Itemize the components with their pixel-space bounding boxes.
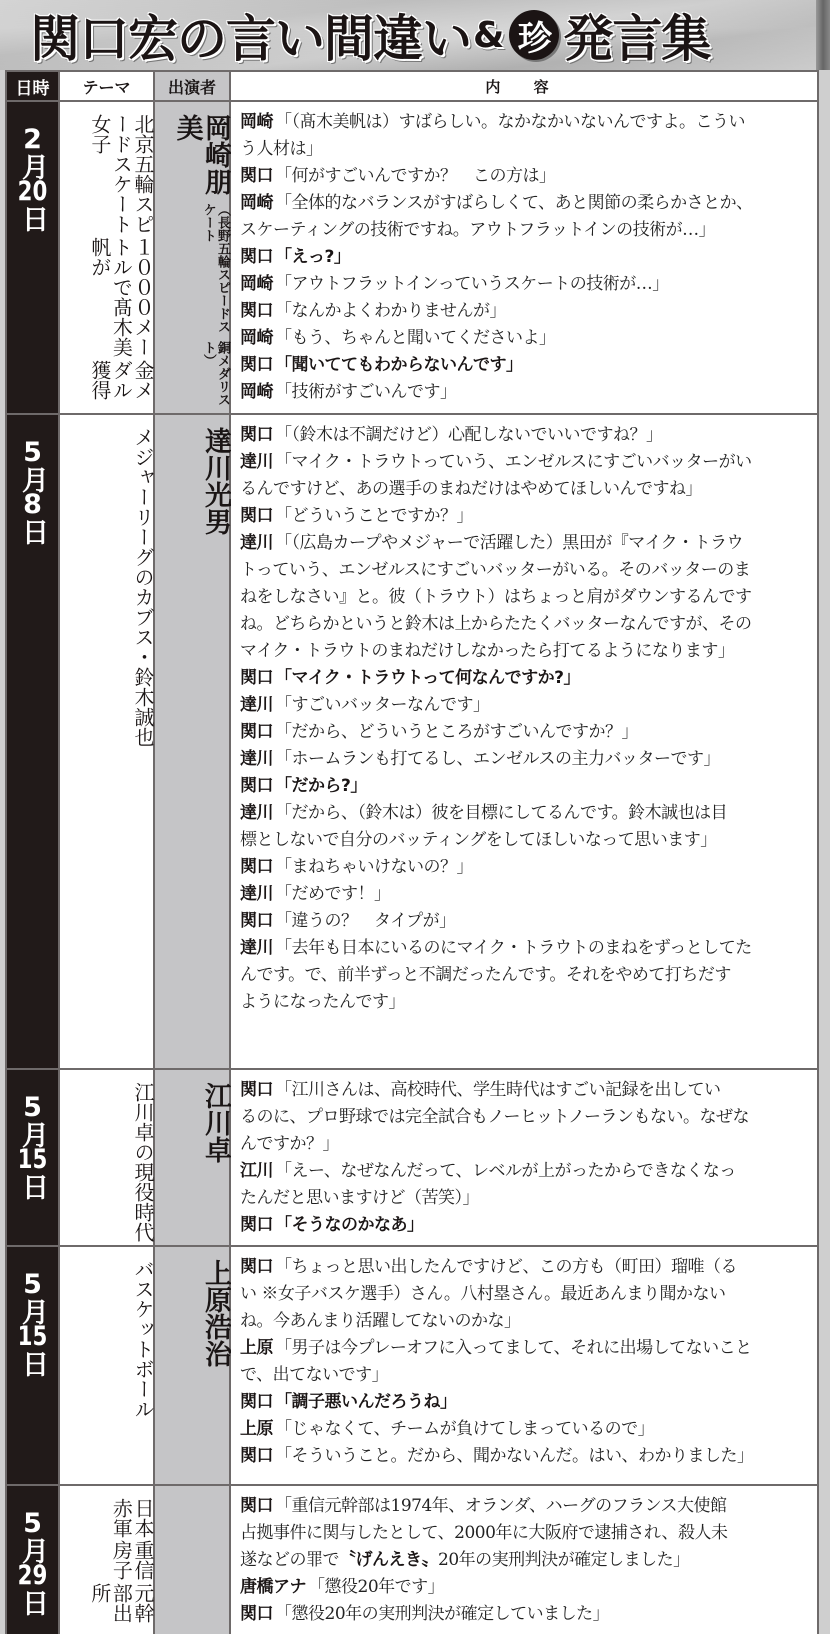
content-cell: [231, 1486, 817, 1634]
dialogue-line: [240, 1212, 811, 1239]
title-suffix: 発言集: [563, 10, 711, 68]
dialogue-line: [240, 638, 811, 665]
utterance: 「そういうこと。だから、聞かないんだ。はい、わかりました」: [275, 1446, 754, 1466]
utterance: 標としないで自分のバッティングをしてほしいなって思います」: [240, 830, 717, 850]
dialogue-line: [240, 827, 811, 854]
utterance: 「（広島カープやメジャーで活躍した）黒田が『マイク・トラウ: [275, 533, 744, 553]
speaker-name: 上原: [240, 1338, 273, 1358]
utterance: 「まねちゃいけないの？」: [275, 857, 473, 877]
dialogue-line: [240, 298, 811, 325]
speaker-name: 関口: [240, 1215, 273, 1235]
performer-block: [155, 427, 229, 535]
utterance: 「だから、（鈴木は）彼を目標にしてるんです。鈴木誠也は目: [275, 803, 728, 823]
dialogue-line: [240, 422, 811, 449]
dialogue-line: [240, 989, 811, 1016]
utterance: で、出てないです」: [240, 1365, 389, 1385]
date-day: 15: [17, 1146, 48, 1173]
content-cell: [231, 1247, 817, 1484]
utterance: 「全体的なバランスがすばらしくて、あと関節の柔らかさとか、: [275, 193, 753, 213]
utterance: 「だから?」: [275, 776, 367, 796]
theme-text: [60, 1498, 153, 1634]
utterance: 「（鈴木は不調だけど）心配しないでいいですね？」: [275, 425, 663, 445]
dialogue-line: [240, 1601, 811, 1628]
theme-line: 金メダル獲得: [87, 360, 155, 401]
date-label: [19, 1269, 46, 1375]
speaker-name: 唐橋アナ: [240, 1577, 306, 1597]
date-month: 5: [17, 437, 48, 466]
speaker-name: 関口: [240, 506, 273, 526]
performer-cell: [155, 1070, 231, 1245]
content-cell: [231, 102, 817, 413]
dialogue-line: [240, 719, 811, 746]
speaker-name: 関口: [240, 1080, 273, 1100]
utterance: 「すごいバッターなんです」: [275, 695, 490, 715]
date-day: 15: [17, 1323, 48, 1350]
dialogue-line: [240, 773, 811, 800]
speaker-name: 岡崎: [240, 112, 273, 132]
speaker-name: 達川: [240, 695, 273, 715]
dialogue: [240, 109, 811, 406]
dialogue-line: [240, 1547, 811, 1574]
date-month: 5: [17, 1269, 48, 1298]
theme-cell: [60, 1247, 155, 1484]
date-cell: [7, 1247, 60, 1484]
utterance: 「違うの？ タイプが」: [275, 911, 456, 931]
utterance: 占拠事件に関与したとして、2000年に大阪府で逮捕され、殺人未: [240, 1523, 728, 1543]
dialogue: [240, 1077, 811, 1239]
utterance: たんだと思いますけど（苦笑）」: [240, 1188, 479, 1208]
speaker-name: 関口: [240, 301, 273, 321]
dialogue-line: [240, 503, 811, 530]
dialogue-line: [240, 136, 811, 163]
dialogue-line: [240, 1158, 811, 1185]
date-cell: [7, 102, 60, 413]
utterance: 「だから、どういうところがすごいんですか？」: [275, 722, 638, 742]
theme-text: [60, 114, 153, 413]
utterance: マイク・トラウトのまねだけしなかったら打てるようになります」: [240, 641, 735, 661]
performer-note: 銅メダリスト）: [200, 341, 230, 407]
performer-cell: [155, 415, 231, 1068]
utterance: 「去年も日本にいるのにマイク・トラウトのまねをずっとしてた: [275, 938, 752, 958]
dialogue-line: [240, 379, 811, 406]
dialogue-line: [240, 1335, 811, 1362]
utterance: んですか？」: [240, 1134, 339, 1154]
utterance: 「調子悪いんだろうね」: [275, 1392, 457, 1412]
dialogue-line: [240, 557, 811, 584]
dialogue-line: [240, 1493, 811, 1520]
date-month-unit: 月: [17, 153, 48, 178]
table-row: [7, 1247, 817, 1486]
dialogue-line: [240, 1362, 811, 1389]
utterance-tail: 20年の実刑判決が確定しました」: [438, 1550, 690, 1570]
utterance: 「懲役20年の実刑判決が確定していました」: [275, 1604, 610, 1624]
title-main: 関口宏の言い間違い: [30, 10, 471, 68]
speaker-name: 岡崎: [240, 382, 273, 402]
utterance: 「技術がすごいんです」: [275, 382, 457, 402]
dialogue-line: [240, 1104, 811, 1131]
date-day-unit: 日: [17, 1589, 48, 1614]
date-label: [19, 437, 46, 543]
dialogue-line: [240, 1574, 811, 1601]
dialogue: [240, 422, 811, 1016]
utterance: スケーティングの技術ですね。アウトフラットインの技術が…」: [240, 220, 716, 240]
table-row: [7, 1070, 817, 1247]
dialogue: [240, 1493, 811, 1628]
theme-line: メジャーリーグのカブス・鈴木誠也: [131, 427, 155, 747]
dialogue-line: [240, 584, 811, 611]
dialogue-line: [240, 163, 811, 190]
performer-block: [155, 1082, 229, 1163]
speaker-name: 関口: [240, 1257, 273, 1277]
speaker-name: 達川: [240, 884, 273, 904]
quotes-table: [5, 70, 819, 1634]
theme-cell: [60, 102, 155, 413]
utterance: 「アウトフラットインっていうスケートの技術が…」: [275, 274, 669, 294]
speaker-name: 関口: [240, 1446, 273, 1466]
speaker-name: 関口: [240, 911, 273, 931]
performer-note: （長野五輪スピードスケート: [200, 203, 230, 334]
theme-text: [60, 1259, 153, 1419]
performer-name: 上原浩治: [200, 1259, 231, 1367]
dialogue-line: [240, 1389, 811, 1416]
utterance: 「そうなのかなあ」: [275, 1215, 424, 1235]
performer-block: [155, 114, 229, 413]
utterance: 「なんかよくわかりませんが」: [275, 301, 506, 321]
utterance: い ※女子バスケ選手）さん。八村塁さん。最近あんまり聞かない: [240, 1284, 726, 1304]
date-month-unit: 月: [17, 466, 48, 491]
dialogue-line: [240, 1077, 811, 1104]
theme-line: バスケットボール: [131, 1259, 155, 1419]
header-theme: テーマ: [60, 72, 155, 100]
dialogue-line: [240, 530, 811, 557]
theme-line: 重信房子: [109, 1540, 155, 1581]
speaker-name: 岡崎: [240, 193, 273, 213]
utterance-emphasis: 〝げんえき〟: [339, 1550, 438, 1570]
date-day-unit: 日: [17, 205, 48, 230]
speaker-name: 関口: [240, 722, 273, 742]
utterance: んです。で、前半ずっと不調だったんです。それをやめて打ちだす: [240, 965, 731, 985]
utterance: 「どういうことですか？」: [275, 506, 473, 526]
date-cell: [7, 1070, 60, 1245]
utterance: 「何がすごいんですか？ この方は」: [275, 166, 556, 186]
date-month: 5: [17, 1508, 48, 1537]
dialogue-line: [240, 692, 811, 719]
theme-text: [60, 427, 153, 747]
date-day-unit: 日: [17, 518, 48, 543]
date-month-unit: 月: [17, 1121, 48, 1146]
speaker-name: 関口: [240, 668, 273, 688]
utterance: 「（髙木美帆は）すばらしい。なかなかいないんですよ。こうい: [275, 112, 745, 132]
utterance: 「江川さんは、高校時代、学生時代はすごい記録を出してい: [275, 1080, 721, 1100]
dialogue-line: [240, 611, 811, 638]
dialogue-line: [240, 271, 811, 298]
dialogue-line: [240, 962, 811, 989]
date-day: 20: [17, 178, 48, 205]
dialogue-line: [240, 1308, 811, 1335]
table-row: [7, 1486, 817, 1634]
dialogue-line: [240, 449, 811, 476]
theme-line: 江川卓の: [131, 1082, 155, 1162]
dialogue-line: [240, 800, 811, 827]
performer-name: 達川光男: [200, 427, 231, 535]
utterance: 遂などの罪で: [240, 1550, 339, 1570]
utterance: るんですけど、あの選手のまねだけはやめてほしいんですね」: [240, 479, 702, 499]
utterance: ようになったんです」: [240, 992, 405, 1012]
dialogue: [240, 1254, 811, 1470]
date-day: 8: [23, 491, 42, 518]
dialogue-line: [240, 665, 811, 692]
utterance: ね。今あんまり活躍してないのかな」: [240, 1311, 521, 1331]
dialogue-line: [240, 1443, 811, 1470]
speaker-name: 達川: [240, 533, 273, 553]
date-month-unit: 月: [17, 1298, 48, 1323]
dialogue-line: [240, 1416, 811, 1443]
dialogue-line: [240, 325, 811, 352]
speaker-name: 江川: [240, 1161, 273, 1181]
dialogue-line: [240, 109, 811, 136]
content-cell: [231, 1070, 817, 1245]
speaker-name: 関口: [240, 355, 273, 375]
speaker-name: 上原: [240, 1419, 273, 1439]
utterance: 「じゃなくて、チームが負けてしまっているので」: [275, 1419, 655, 1439]
table-row: [7, 102, 817, 415]
dialogue-line: [240, 746, 811, 773]
dialogue-line: [240, 476, 811, 503]
speaker-name: 達川: [240, 803, 273, 823]
header-performer: 出演者: [155, 72, 231, 100]
dialogue-line: [240, 854, 811, 881]
theme-line: 現役時代: [131, 1162, 155, 1242]
dialogue-line: [240, 352, 811, 379]
performer-cell: [155, 102, 231, 413]
speaker-name: 達川: [240, 452, 273, 472]
speaker-name: 岡崎: [240, 274, 273, 294]
speaker-name: 達川: [240, 938, 273, 958]
utterance: 「聞いててもわからないんです」: [275, 355, 523, 375]
theme-cell: [60, 1486, 155, 1634]
utterance: 「もう、ちゃんと聞いてくださいよ」: [275, 328, 556, 348]
speaker-name: 関口: [240, 857, 273, 877]
title-banner: [0, 0, 830, 70]
utterance: 「男子は今プレーオフに入ってまして、それに出場してないこと: [275, 1338, 752, 1358]
date-label: [19, 1508, 46, 1614]
dialogue-line: [240, 908, 811, 935]
theme-cell: [60, 1070, 155, 1245]
date-cell: [7, 1486, 60, 1634]
dialogue-line: [240, 1254, 811, 1281]
theme-line: 北京五輪スピードスケート女子: [87, 114, 155, 234]
utterance: トっていう、エンゼルスにすごいバッターがいる。そのバッターのま: [240, 560, 751, 580]
dialogue-line: [240, 935, 811, 962]
dialogue-line: [240, 190, 811, 217]
content-cell: [231, 415, 817, 1068]
date-day-unit: 日: [17, 1350, 48, 1375]
performer-cell: [155, 1247, 231, 1484]
dialogue-line: [240, 217, 811, 244]
utterance: 「だめです！」: [275, 884, 391, 904]
utterance: う人材は」: [240, 139, 323, 159]
date-month: 2: [17, 124, 48, 153]
date-cell: [7, 415, 60, 1068]
theme-line: 元幹部出所: [87, 1582, 155, 1623]
theme-line: １０００メートルで髙木美帆が: [87, 237, 155, 358]
header-content: 内 容: [231, 72, 817, 100]
speaker-name: 関口: [240, 1496, 273, 1516]
utterance: ねをしなさい』と。彼（トラウト）はちょっと肩がダウンするんです: [240, 587, 752, 607]
dialogue-line: [240, 881, 811, 908]
date-label: [19, 1092, 46, 1198]
dialogue-line: [240, 1281, 811, 1308]
page-title: [30, 2, 800, 68]
speaker-name: 関口: [240, 1604, 273, 1624]
utterance: ね。どちらかというと鈴木は上からたたくバッターなんですが、その: [240, 614, 752, 634]
speaker-name: 関口: [240, 425, 273, 445]
performer-name: 岡崎朋美: [171, 114, 231, 195]
dialogue-line: [240, 244, 811, 271]
utterance: 「懲役20年です」: [308, 1577, 445, 1597]
speaker-name: 関口: [240, 776, 273, 796]
utterance: 「ホームランも打てるし、エンゼルスの主力バッターです」: [275, 749, 720, 769]
date-day: 29: [17, 1562, 48, 1589]
dialogue-line: [240, 1131, 811, 1158]
dialogue-line: [240, 1520, 811, 1547]
theme-cell: [60, 415, 155, 1068]
utterance: 「えっ?」: [275, 247, 351, 267]
speaker-name: 関口: [240, 1392, 273, 1412]
date-month-unit: 月: [17, 1537, 48, 1562]
theme-line: 日本赤軍: [109, 1498, 155, 1538]
date-day-unit: 日: [17, 1173, 48, 1198]
performer-block: [155, 1259, 229, 1367]
dialogue-line: [240, 1185, 811, 1212]
circled-chin-icon: 珍: [509, 10, 559, 60]
speaker-name: 関口: [240, 166, 273, 186]
date-month: 5: [17, 1092, 48, 1121]
speaker-name: 岡崎: [240, 328, 273, 348]
speaker-name: 関口: [240, 247, 273, 267]
utterance: 「えー、なぜなんだって、レベルが上がったからできなくなっ: [275, 1161, 736, 1181]
utterance: 「マイク・トラウトって何なんですか?」: [275, 668, 581, 688]
theme-text: [60, 1082, 153, 1242]
performer-cell: [155, 1486, 231, 1634]
utterance: 「ちょっと思い出したんですけど、この方も（町田）瑠唯（る: [275, 1257, 737, 1277]
header-date: 日時: [7, 72, 60, 100]
utterance: 「マイク・トラウトっていう、エンゼルスにすごいバッターがい: [275, 452, 752, 472]
utterance: 「重信元幹部は1974年、オランダ、ハーグのフランス大使館: [275, 1496, 727, 1516]
utterance: るのに、プロ野球では完全試合もノーヒットノーランもない。なぜな: [240, 1107, 749, 1127]
table-header: [7, 72, 817, 102]
speaker-name: 達川: [240, 749, 273, 769]
title-ampersand: &: [473, 14, 504, 56]
performer-name: 江川卓: [200, 1082, 231, 1163]
table-row: [7, 415, 817, 1070]
date-label: [19, 124, 46, 230]
